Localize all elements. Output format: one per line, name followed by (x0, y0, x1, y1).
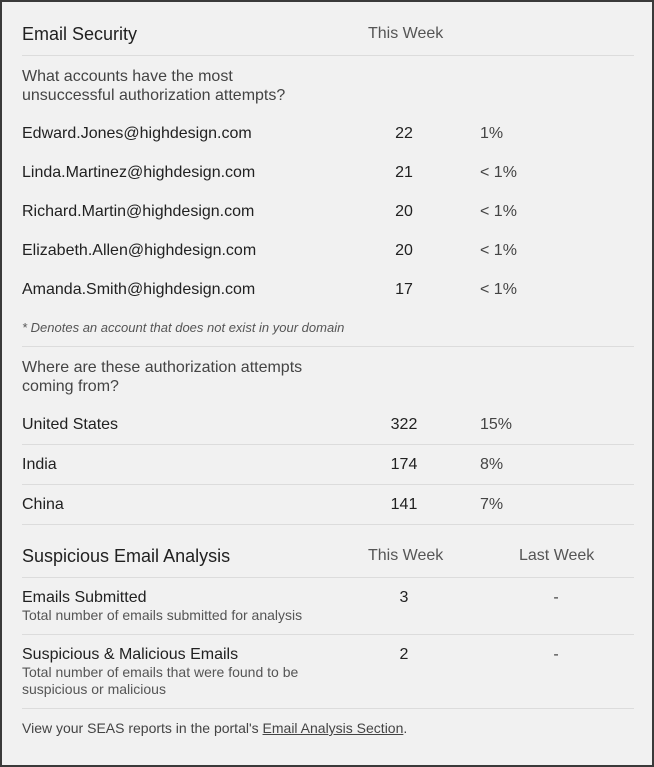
seas-row-label: Suspicious & Malicious Emails (22, 646, 239, 663)
origin-question: Where are these authorization attempts coming from? (22, 359, 303, 395)
origin-count: 322 (390, 416, 418, 433)
seas-row-description: Total number of emails submitted for analysis (22, 607, 303, 623)
origin-percent: 15% (480, 416, 513, 433)
account-email: Richard.Martin@highdesign.com (22, 203, 255, 220)
divider (22, 55, 634, 56)
account-percent: < 1% (480, 242, 517, 259)
footer-text: View your SEAS reports in the portal's (22, 720, 263, 736)
divider (22, 708, 634, 709)
nonexistent-account-note: * Denotes an account that does not exist in your domain (22, 320, 345, 335)
origin-percent: 7% (480, 496, 504, 513)
divider (22, 346, 634, 347)
account-percent: < 1% (480, 203, 517, 220)
account-email: Amanda.Smith@highdesign.com (22, 281, 256, 298)
account-count: 20 (395, 203, 413, 220)
account-percent: 1% (480, 125, 504, 142)
seas-footer (22, 720, 407, 736)
account-count: 22 (395, 125, 413, 142)
divider (22, 484, 634, 485)
seas-last-week-value: - (553, 646, 559, 663)
account-count: 20 (395, 242, 413, 259)
divider (22, 577, 634, 578)
account-percent: < 1% (480, 281, 517, 298)
origin-country: United States (22, 416, 119, 433)
origin-country: China (22, 496, 64, 513)
account-email: Linda.Martinez@highdesign.com (22, 164, 256, 181)
email-security-title: Email Security (22, 24, 138, 44)
this-week-column-header: This Week (368, 25, 444, 42)
origin-country: India (22, 456, 57, 473)
origin-percent: 8% (480, 456, 504, 473)
divider (22, 444, 634, 445)
seas-this-week-value: 2 (399, 646, 409, 663)
seas-last-week-value: - (553, 589, 559, 606)
origin-count: 141 (390, 496, 418, 513)
divider (22, 634, 634, 635)
this-week-column-header: This Week (368, 547, 444, 564)
seas-title: Suspicious Email Analysis (22, 546, 231, 566)
footer-period: . (403, 720, 408, 736)
account-email: Elizabeth.Allen@highdesign.com (22, 242, 257, 259)
account-percent: < 1% (480, 164, 517, 181)
last-week-column-header: Last Week (519, 547, 595, 564)
account-count: 21 (395, 164, 413, 181)
accounts-question: What accounts have the most unsuccessful authorization attempts? (22, 68, 286, 104)
account-count: 17 (395, 281, 413, 298)
email-analysis-section-link[interactable]: Email Analysis Section (262, 720, 404, 736)
seas-row-description: Total number of emails that were found to be suspicious or malicious (22, 664, 299, 697)
origin-count: 174 (390, 456, 418, 473)
account-email: Edward.Jones@highdesign.com (22, 125, 252, 142)
divider (22, 524, 634, 525)
seas-row-label: Emails Submitted (22, 589, 147, 606)
seas-this-week-value: 3 (399, 589, 409, 606)
